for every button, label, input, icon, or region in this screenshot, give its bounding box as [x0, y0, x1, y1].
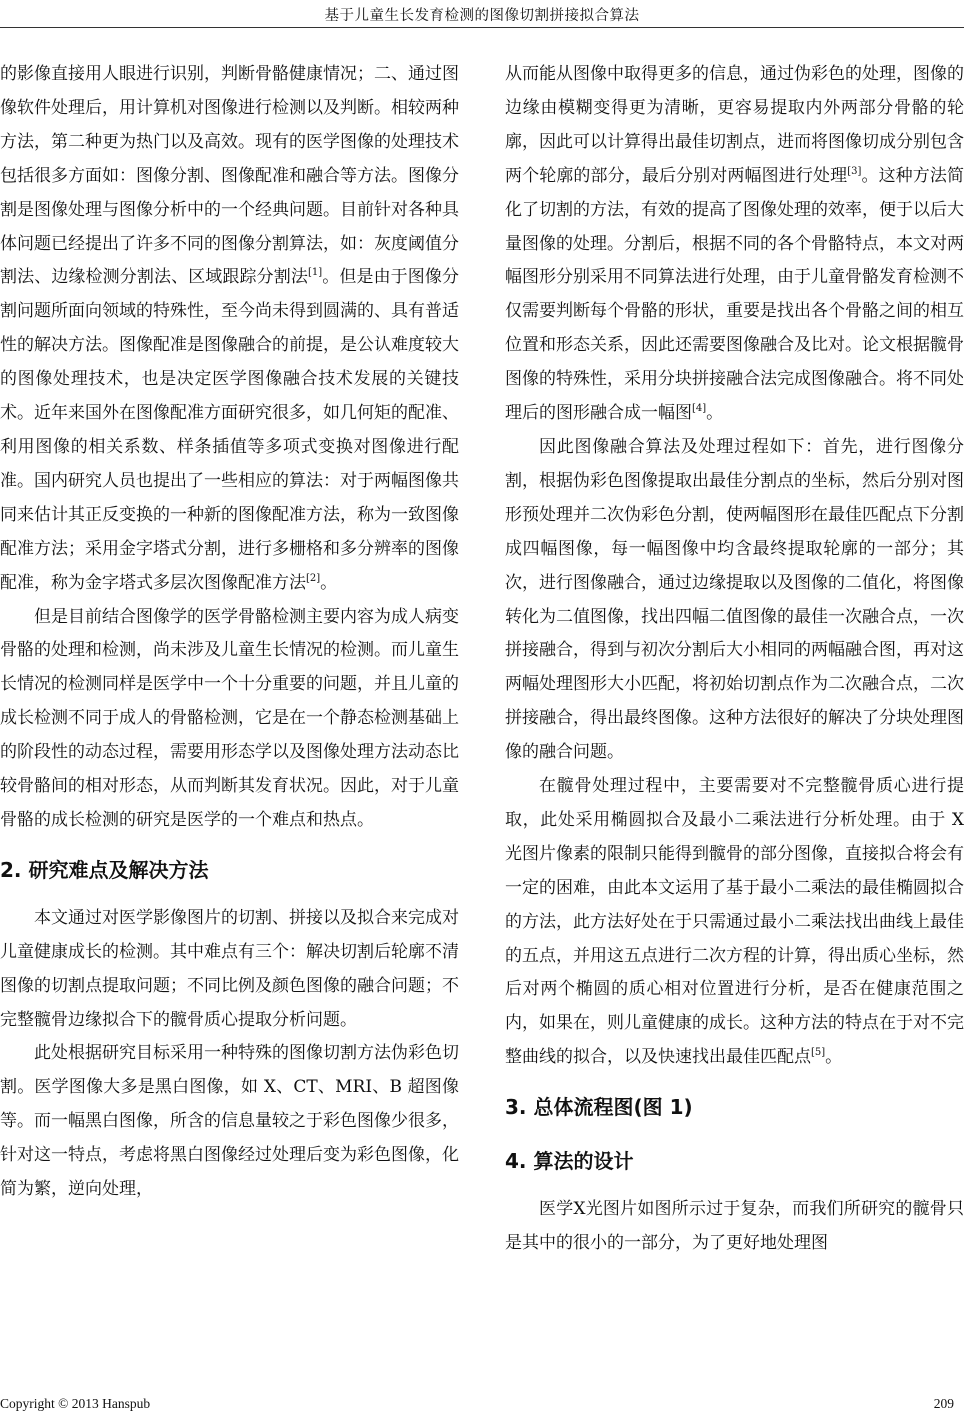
- right-paragraph-3: [505, 770, 964, 1075]
- citation-5: [5]: [811, 1047, 826, 1059]
- section-heading-4: 4. 算法的设计: [505, 1149, 634, 1174]
- left-paragraph-3: 本文通过对医学影像图片的切割、拼接以及拟合来完成对儿童健康成长的检测。其中难点有三个：解决切割后轮廓不清图像的切割点提取问题；不同比例及颜色图像的融合问题；不完整髋骨边缘拟合下的髋骨质心提取分析问题。: [0, 907, 459, 1030]
- left-p1-end: 。: [320, 572, 338, 593]
- left-p1-text: 的影像直接用人眼进行识别，判断骨骼健康情况；二、通过图像软件处理后，用计算机对图像进行检测以及判断。相较两种方法，第二种更为热门以及高效。现有的医学图像的处理技术包括很多方面如：图像分割、图像配准和融合等方法。图像分割是图像处理与图像分析中的一个经典问题。目前针对各种具体问题已经提出了许多不同的图像分割算法，如：灰度阈值分割法、边缘检测分割法、区域跟踪分割法: [0, 64, 459, 288]
- left-paragraph-4: 此处根据研究目标采用一种特殊的图像切割方法伪彩色切割。医学图像大多是黑白图像，如 X、CT、MRI、B 超图像等。而一幅黑白图像，所含的信息量较之于彩色图像少很多，针对这一特点，考虑将黑白图像经过处理后变为彩色图像，化简为繁，逆向处理，: [0, 1043, 459, 1200]
- footer-copyright: Copyright © 2013 Hanspub: [0, 1396, 151, 1411]
- left-p1-text-b: 。但是由于图像分割问题所面向领域的特殊性，至今尚未得到圆满的、具有普适性的解决方法。图像配准是图像融合的前提，是公认难度较大的图像处理技术，也是决定医学图像融合技术发展的关键技术。近年来国外在图像配准方面研究很多，如几何矩的配准、利用图像的相关系数、样条插值等多项式变换对图像进行配准。国内研究人员也提出了一些相应的算法：对于两幅图像共同来估计其正反变换的一种新的图像配准方法，称为一致图像配准方法；采用金字塔式分割，进行多栅格和多分辨率的图像配准，称为金字塔式多层次图像配准方法: [0, 267, 460, 593]
- header-rule: [0, 27, 964, 28]
- right-p1-text-b: 。这种方法简化了切割的方法，有效的提高了图像处理的效率，便于以后大量图像的处理。分割后，根据不同的各个骨骼特点，本文对两幅图形分别采用不同算法进行处理，由于儿童骨骼发育检测不仅需要判断每个骨骼的形状，重要是找出各个骨骼之间的相互位置和形态关系，因此还需要图像融合及比对。论文根据髋骨图像的特殊性，采用分块拼接融合法完成图像融合。将不同处理后的图形融合成一幅图: [505, 165, 964, 424]
- citation-1: [1]: [307, 267, 323, 279]
- right-p1-end: 。: [706, 403, 724, 424]
- right-column: [505, 58, 964, 1261]
- citation-3: [3]: [847, 165, 862, 177]
- right-paragraph-4: 医学X光图片如图所示过于复杂，而我们所研究的髋骨只是其中的很小的一部分，为了更好地处理图: [505, 1199, 964, 1254]
- right-paragraph-2: 因此图像融合算法及处理过程如下：首先，进行图像分割，根据伪彩色图像提取出最佳分割点的坐标，然后分别对图形预处理并二次伪彩色分割，使两幅图形在最佳匹配点下分割成四幅图像，每一幅图像中均含最终提取轮廓的一部分；其次，进行图像融合，通过边缘提取以及图像的二值化，将图像转化为二值图像，找出四幅二值图像的最佳一次融合点，一次拼接融合，得到与初次分割后大小相同的两幅融合图，再对这两幅处理图形大小匹配，将初始切割点作为二次融合点，二次拼接融合，得出最终图像。这种方法很好的解决了分块处理图像的融合问题。: [505, 436, 964, 763]
- left-column: [0, 58, 459, 1207]
- left-paragraph-2: 但是目前结合图像学的医学骨骼检测主要内容为成人病变骨骼的处理和检测，尚未涉及儿童生长情况的检测。而儿童生长情况的检测同样是医学中一个十分重要的问题，并且儿童的成长检测不同于成人的骨骼检测，它是在一个静态检测基础上的阶段性的动态过程，需要用形态学以及图像处理方法动态比较骨骼间的相对形态，从而判断其发育状况。因此，对于儿童骨骼的成长检测的研究是医学的一个难点和热点。: [0, 606, 459, 830]
- right-p3-end: 。: [825, 1047, 843, 1068]
- section-heading-2: 2. 研究难点及解决方法: [0, 857, 209, 882]
- left-paragraph-1: [0, 58, 459, 601]
- citation-4: [4]: [692, 403, 707, 415]
- section-heading-3: 3. 总体流程图(图 1): [505, 1095, 693, 1120]
- running-header: 基于儿童生长发育检测的图像切割拼接拟合算法: [324, 8, 640, 24]
- right-p3-text: 在髋骨处理过程中，主要需要对不完整髋骨质心进行提取，此处采用椭圆拟合及最小二乘法进行分析处理。由于 X 光图片像素的限制只能得到髋骨的部分图像，直接拟合将会有一定的困难，由此本文运用了基于最小二乘法的最佳椭圆拟合的方法，此方法好处在于只需通过最小二乘法找出曲线上最佳的五点，并用这五点进行二次方程的计算，得出质心坐标，然后对两个椭圆的质心相对位置进行分析，是否在健康范围之内，如果在，则儿童健康的成长。这种方法的特点在于对不完整曲线的拟合，以及快速找出最佳匹配点: [505, 776, 964, 1068]
- page-number: 209: [933, 1396, 954, 1411]
- right-p1-text: 从而能从图像中取得更多的信息，通过伪彩色的处理，图像的边缘由模糊变得更为清晰，更容易提取内外两部分骨骼的轮廓，因此可以计算得出最佳切割点，进而将图像切成分别包含两个轮廓的部分，最后分别对两幅图进行处理: [505, 64, 964, 186]
- right-paragraph-1: [505, 58, 964, 431]
- citation-2: [2]: [306, 572, 321, 584]
